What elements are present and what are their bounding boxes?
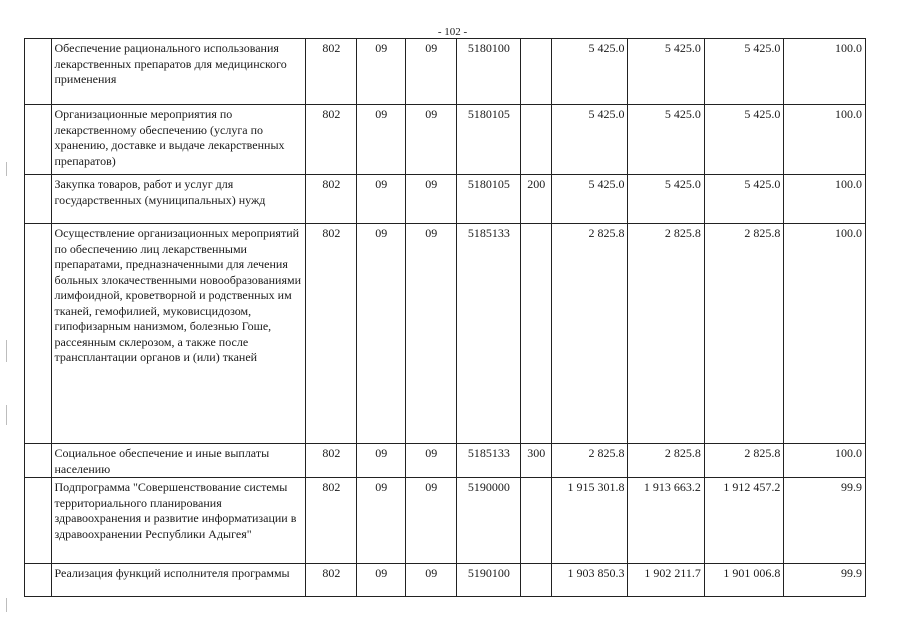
- expense-type-cell: 300: [521, 444, 552, 478]
- amount-1-cell: 1 915 301.8: [552, 478, 628, 564]
- section-code-cell: 09: [357, 105, 406, 175]
- subsection-code-cell: 09: [406, 478, 457, 564]
- expense-type-cell: [521, 224, 552, 444]
- amount-1-cell: 5 425.0: [552, 39, 628, 105]
- item-name-cell: Организационные мероприятия по лекарственному обеспечению (услуга по хранению, доставке и выдаче лекарственных препаратов): [51, 105, 306, 175]
- ministry-code-cell: 802: [306, 478, 357, 564]
- amount-2-cell: 5 425.0: [628, 105, 704, 175]
- row-gutter-cell: [25, 224, 52, 444]
- subsection-code-cell: 09: [406, 39, 457, 105]
- section-code-cell: 09: [357, 175, 406, 224]
- table-row: [25, 175, 866, 224]
- amount-2-cell: 5 425.0: [628, 175, 704, 224]
- expense-type-cell: [521, 105, 552, 175]
- subsection-code-cell: 09: [406, 444, 457, 478]
- target-article-cell: 5190100: [457, 564, 521, 597]
- row-gutter-cell: [25, 175, 52, 224]
- target-article-cell: 5185133: [457, 444, 521, 478]
- section-code-cell: 09: [357, 39, 406, 105]
- table-row: [25, 444, 866, 478]
- target-article-cell: 5180105: [457, 175, 521, 224]
- margin-mark: [6, 340, 7, 362]
- ministry-code-cell: 802: [306, 175, 357, 224]
- table-row: [25, 478, 866, 564]
- ministry-code-cell: 802: [306, 105, 357, 175]
- amount-2-cell: 5 425.0: [628, 39, 704, 105]
- section-code-cell: 09: [357, 444, 406, 478]
- margin-mark: [6, 598, 7, 612]
- section-code-cell: 09: [357, 564, 406, 597]
- ministry-code-cell: 802: [306, 224, 357, 444]
- target-article-cell: 5190000: [457, 478, 521, 564]
- amount-2-cell: 2 825.8: [628, 444, 704, 478]
- item-name-cell: Обеспечение рационального использования лекарственных препаратов для медицинского применения: [51, 39, 306, 105]
- expense-type-cell: [521, 478, 552, 564]
- table-row: [25, 105, 866, 175]
- ministry-code-cell: 802: [306, 39, 357, 105]
- percent-cell: 99.9: [784, 478, 866, 564]
- row-gutter-cell: [25, 478, 52, 564]
- item-name-cell: Реализация функций исполнителя программы: [51, 564, 306, 597]
- percent-cell: 100.0: [784, 39, 866, 105]
- amount-2-cell: 1 913 663.2: [628, 478, 704, 564]
- amount-1-cell: 1 903 850.3: [552, 564, 628, 597]
- row-gutter-cell: [25, 105, 52, 175]
- expense-type-cell: [521, 564, 552, 597]
- budget-table: [24, 38, 866, 597]
- percent-cell: 100.0: [784, 224, 866, 444]
- amount-1-cell: 2 825.8: [552, 224, 628, 444]
- amount-1-cell: 5 425.0: [552, 105, 628, 175]
- item-name-cell: Закупка товаров, работ и услуг для государственных (муниципальных) нужд: [51, 175, 306, 224]
- amount-3-cell: 2 825.8: [704, 224, 784, 444]
- row-gutter-cell: [25, 39, 52, 105]
- subsection-code-cell: 09: [406, 564, 457, 597]
- subsection-code-cell: 09: [406, 224, 457, 444]
- section-code-cell: 09: [357, 478, 406, 564]
- subsection-code-cell: 09: [406, 175, 457, 224]
- expense-type-cell: 200: [521, 175, 552, 224]
- amount-3-cell: 5 425.0: [704, 105, 784, 175]
- target-article-cell: 5180100: [457, 39, 521, 105]
- amount-3-cell: 1 912 457.2: [704, 478, 784, 564]
- target-article-cell: 5185133: [457, 224, 521, 444]
- amount-3-cell: 5 425.0: [704, 39, 784, 105]
- ministry-code-cell: 802: [306, 444, 357, 478]
- row-gutter-cell: [25, 444, 52, 478]
- amount-1-cell: 2 825.8: [552, 444, 628, 478]
- percent-cell: 99.9: [784, 564, 866, 597]
- target-article-cell: 5180105: [457, 105, 521, 175]
- item-name-cell: Социальное обеспечение и иные выплаты населению: [51, 444, 306, 478]
- margin-mark: [6, 162, 7, 176]
- row-gutter-cell: [25, 564, 52, 597]
- subsection-code-cell: 09: [406, 105, 457, 175]
- expense-type-cell: [521, 39, 552, 105]
- table-body: [25, 39, 866, 597]
- percent-cell: 100.0: [784, 175, 866, 224]
- ministry-code-cell: 802: [306, 564, 357, 597]
- percent-cell: 100.0: [784, 444, 866, 478]
- section-code-cell: 09: [357, 224, 406, 444]
- item-name-cell: Подпрограмма "Совершенствование системы территориального планирования здравоохранения и развитие информатизации в здравоохранении Республики Адыгея": [51, 478, 306, 564]
- table-row: [25, 564, 866, 597]
- amount-2-cell: 2 825.8: [628, 224, 704, 444]
- page-number: - 102 -: [437, 26, 468, 38]
- amount-3-cell: 2 825.8: [704, 444, 784, 478]
- amount-1-cell: 5 425.0: [552, 175, 628, 224]
- amount-3-cell: 1 901 006.8: [704, 564, 784, 597]
- item-name-cell: Осуществление организационных мероприятий по обеспечению лиц лекарственными препаратами, предназначенными для лечения больных злокачественными новообразованиями лимфоидной, кроветворной и родственных им тканей, гемофилией, муковисцидозом, гипофизарным нанизмом, болезнью Гоше, рассеянным склерозом, а также после трансплантации органов и (или) тканей: [51, 224, 306, 444]
- table-row: [25, 39, 866, 105]
- amount-3-cell: 5 425.0: [704, 175, 784, 224]
- table-row: [25, 224, 866, 444]
- amount-2-cell: 1 902 211.7: [628, 564, 704, 597]
- percent-cell: 100.0: [784, 105, 866, 175]
- margin-mark: [6, 405, 7, 425]
